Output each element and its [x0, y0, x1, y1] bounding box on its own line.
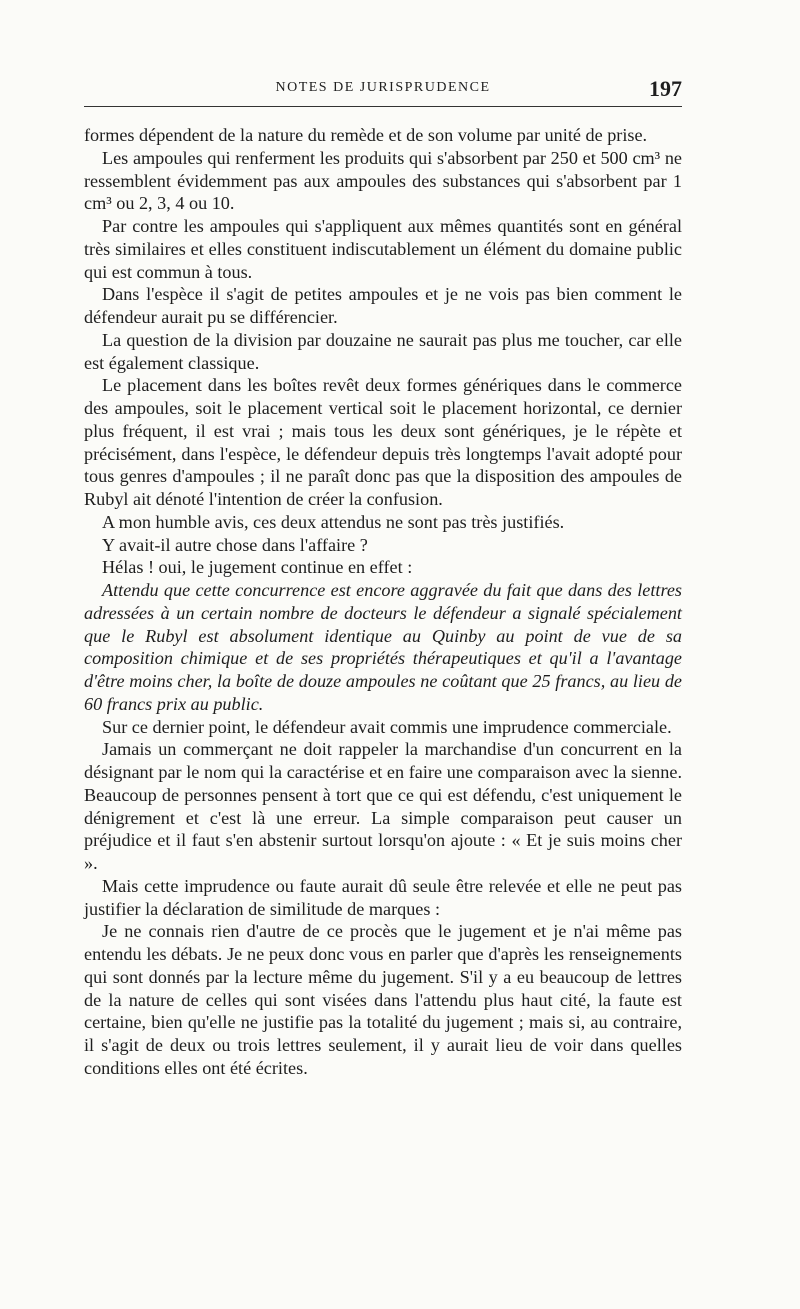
running-title: NOTES DE JURISPRUDENCE: [275, 80, 491, 95]
paragraph: Je ne connais rien d'autre de ce procès que le jugement et je n'ai même pas entendu les débats. Je ne peux donc vous en parler que d'après les renseignements qui sont donnés par la lecture même du jugement. S'il y a eu beaucoup de lettres de la nature de celles qui sont visées dans l'attendu plus haut cité, la faute est certaine, bien qu'elle ne justifie pas la totalité du jugement ; mais si, au contraire, il s'agit de deux ou trois lettres seulement, il y aurait lieu de voir dans quelles conditions elles ont été écrites.: [84, 921, 682, 1078]
quoted-judgment: Attendu que cette concurrence est encore aggravée du fait que dans des lettres adressées à un certain nombre de docteurs le défendeur a signalé spécialement que le Rubyl est absolument identique au Quinby au point de vue de sa composition chimique et de ses propriétés thérapeutiques et qu'il a l'avantage d'être moins cher, la boîte de douze ampoules ne coûtant que 25 francs, au lieu de 60 francs prix au public.: [84, 580, 682, 714]
paragraph: A mon humble avis, ces deux attendus ne sont pas très justifiés.: [102, 511, 565, 532]
paragraph: Sur ce dernier point, le défendeur avait commis une imprudence commerciale.: [102, 716, 672, 737]
body-text: [84, 124, 682, 1080]
paragraph: Le placement dans les boîtes revêt deux formes génériques dans le commerce des ampoules, soit le placement vertical soit le placement horizontal, ce dernier plus fréquent, il est vrai ; mais tous les deux sont génériques, je le répète et précisément, dans l'espèce, le défendeur depuis très longtemps l'avait adopté pour tous genres d'ampoules ; il ne paraît donc pas que la disposition des ampoules de Rubyl ait dénoté l'intention de créer la confusion.: [84, 375, 682, 509]
paragraph: La question de la division par douzaine ne saurait pas plus me toucher, car elle est également classique.: [84, 329, 682, 373]
paragraph: Y avait-il autre chose dans l'affaire ?: [102, 534, 368, 555]
paragraph: Hélas ! oui, le jugement continue en effet :: [102, 557, 413, 578]
paragraph: Mais cette imprudence ou faute aurait dû seule être relevée et elle ne peut pas justifier la déclaration de similitude de marques :: [84, 875, 682, 919]
paragraph: Les ampoules qui renferment les produits qui s'absorbent par 250 et 500 cm³ ne ressemblent évidemment pas aux ampoules des substances qui s'absorbent par 1 cm³ ou 2, 3, 4 ou 10.: [84, 147, 682, 214]
page-header: [84, 76, 682, 107]
page-number: 197: [649, 76, 682, 101]
paragraph: Dans l'espèce il s'agit de petites ampoules et je ne vois pas bien comment le défendeur aurait pu se différencier.: [84, 284, 682, 327]
paragraph-continuation: formes dépendent de la nature du remède et de son volume par unité de prise.: [84, 125, 648, 145]
paragraph: Jamais un commerçant ne doit rappeler la marchandise d'un concurrent en la désignant par le nom qui la caractérise et en faire une comparaison avec la sienne. Beaucoup de personnes pensent à tort que ce qui est défendu, c'est uniquement le dénigrement et c'est là une erreur. La simple comparaison peut causer un préjudice et il faut s'en abstenir surtout lorsqu'on ajoute : « Et je suis moins cher ».: [84, 739, 682, 873]
paragraph: Par contre les ampoules qui s'appliquent aux mêmes quantités sont en général très similaires et elles constituent indiscutablement un élément du domaine public qui est commun à tous.: [84, 216, 682, 282]
